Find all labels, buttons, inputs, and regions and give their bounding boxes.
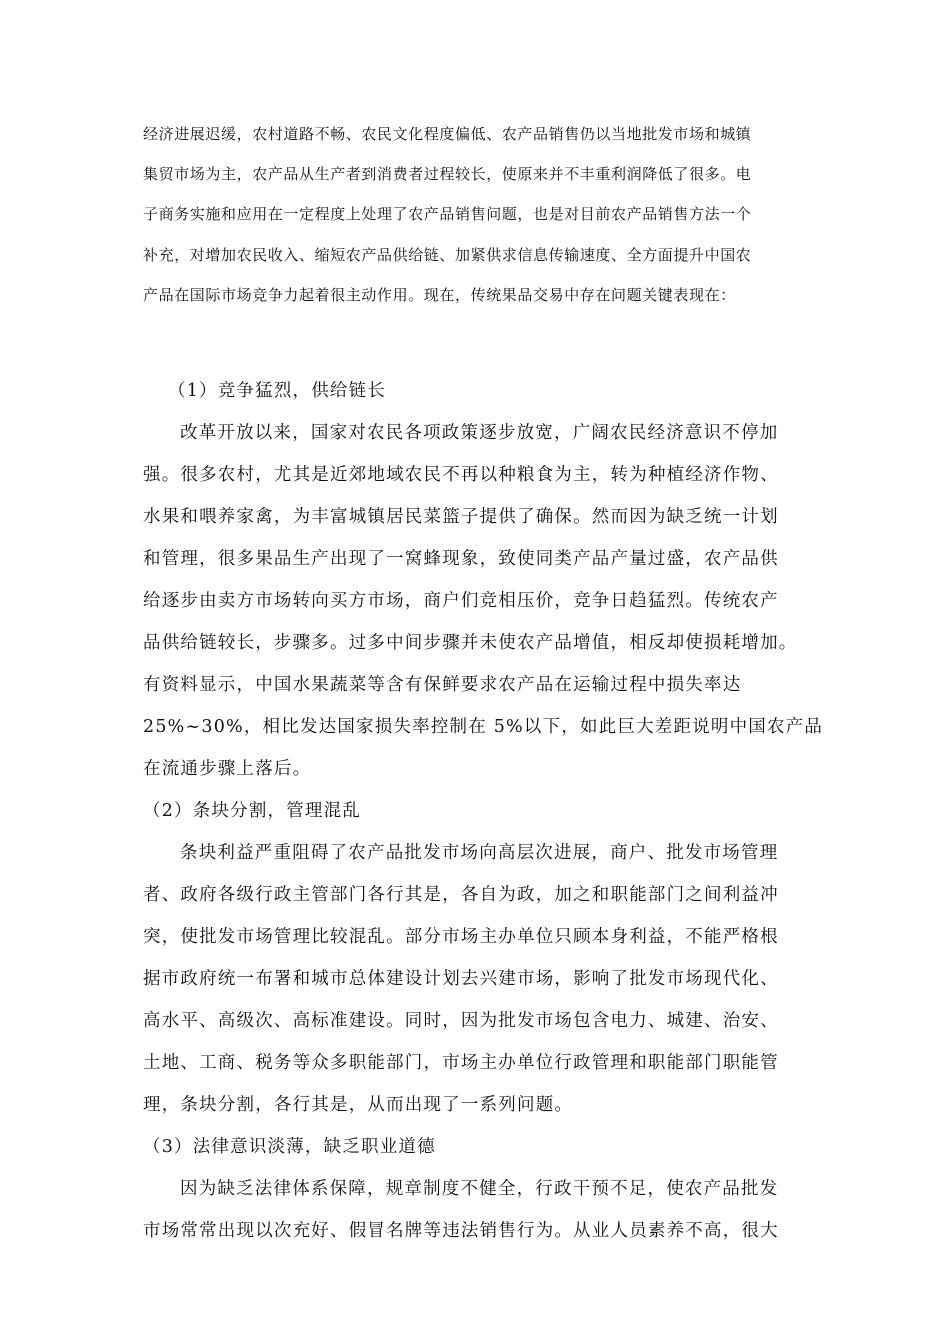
section1-line-5: 给逐步由卖方市场转向买方市场，商户们竞相压价，竞争日趋猛烈。传统农产 [143,591,779,611]
section2-line-2: 者、政府各级行政主管部门各行其是，各自为政，加之和职能部门之间利益冲 [143,885,779,905]
intro-line-1: 经济进展迟缓，农村道路不畅、农民文化程度偏低、农产品销售仍以当地批发市场和城镇 [143,125,752,143]
intro-line-4: 补充，对增加农民收入、缩短农产品供给链、加紧供求信息传输速度、全方面提升中国农 [143,246,752,264]
section2-line-1: 条块利益严重阻碍了农产品批发市场向高层次进展，商户、批发市场管理 [180,843,779,863]
section1-line-1: 改革开放以来，国家对农民各项政策逐步放宽，广阔农民经济意识不停加 [180,423,779,443]
section2-line-5: 高水平、高级次、高标准建设。同时，因为批发市场包含电力、城建、治安、 [143,1011,779,1031]
section1-line-8: 25%~30%，相比发达国家损失率控制在 5%以下，如此巨大差距说明中国农产品 [143,717,824,737]
section2-line-4: 据市政府统一布署和城市总体建设计划去兴建市场，影响了批发市场现代化、 [143,969,779,989]
section3-line-1: 因为缺乏法律体系保障，规章制度不健全，行政干预不足，使农产品批发 [180,1179,779,1199]
section1-line-6: 品供给链较长，步骤多。过多中间步骤并未使农产品增值，相反却使损耗增加。 [143,633,798,653]
section-heading-2: （2）条块分割，管理混乱 [143,801,362,821]
intro-line-3: 子商务实施和应用在一定程度上处理了农产品销售问题，也是对目前农产品销售方法一个 [143,205,752,223]
section1-line-4: 和管理，很多果品生产出现了一窝蜂现象，致使同类产品产量过盛，农产品供 [143,549,779,569]
section1-line-9: 在流通步骤上落后。 [143,759,312,779]
section1-line-7: 有资料显示，中国水果蔬菜等含有保鲜要求农产品在运输过程中损失率达 [143,675,742,695]
section3-line-2: 市场常常出现以次充好、假冒名牌等违法销售行为。从业人员素养不高，很大 [143,1221,779,1241]
section-heading-3: （3）法律意识淡薄，缺乏职业道德 [143,1137,436,1157]
section1-line-2: 强。很多农村，尤其是近郊地域农民不再以种粮食为主，转为种植经济作物、 [143,465,779,485]
section2-line-7: 理，条块分割，各行其是，从而出现了一系列问题。 [143,1095,574,1115]
intro-line-2: 集贸市场为主，农产品从生产者到消费者过程较长，使原来并不丰重利润降低了很多。电 [143,165,752,183]
section2-line-6: 土地、工商、税务等众多职能部门，市场主办单位行政管理和职能部门职能管 [143,1053,779,1073]
intro-line-5: 产品在国际市场竞争力起着很主动作用。现在，传统果品交易中存在问题关键表现在： [143,286,736,304]
section1-line-3: 水果和喂养家禽，为丰富城镇居民菜篮子提供了确保。然而因为缺乏统一计划 [143,507,779,527]
section2-line-3: 突，使批发市场管理比较混乱。部分市场主办单位只顾本身利益，不能严格根 [143,927,779,947]
section-heading-1: （1）竞争猛烈，供给链长 [168,381,387,401]
